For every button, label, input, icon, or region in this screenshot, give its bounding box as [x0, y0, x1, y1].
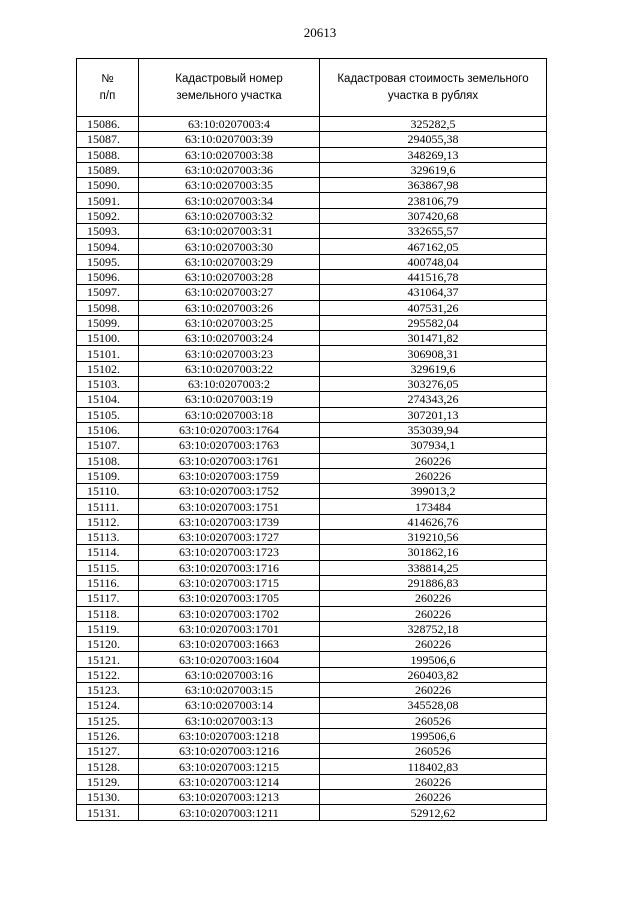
row-number-cell: 15116. — [77, 575, 139, 590]
table-row — [77, 774, 547, 789]
table-row — [77, 117, 547, 132]
cadastral-number-cell: 63:10:0207003:13 — [139, 713, 320, 728]
cadastral-number-cell: 63:10:0207003:28 — [139, 269, 320, 284]
table-row — [77, 269, 547, 284]
row-number-cell: 15120. — [77, 637, 139, 652]
cadastral-number-cell: 63:10:0207003:31 — [139, 224, 320, 239]
cadastral-value-cell: 328752,18 — [320, 621, 547, 636]
table-row — [77, 530, 547, 545]
table-row — [77, 392, 547, 407]
cadastral-value-cell: 301471,82 — [320, 331, 547, 346]
row-number-cell: 15122. — [77, 667, 139, 682]
row-number-cell: 15097. — [77, 285, 139, 300]
cadastral-value-cell: 238106,79 — [320, 193, 547, 208]
cadastral-value-cell: 260226 — [320, 637, 547, 652]
row-number-cell: 15108. — [77, 453, 139, 468]
cadastral-value-cell: 467162,05 — [320, 239, 547, 254]
header-row-number: № п/п — [77, 59, 139, 117]
table-header-row — [77, 59, 547, 117]
row-number-cell: 15091. — [77, 193, 139, 208]
cadastral-value-cell: 306908,31 — [320, 346, 547, 361]
table-header — [77, 59, 547, 117]
table-row — [77, 759, 547, 774]
table-row — [77, 468, 547, 483]
table-row — [77, 208, 547, 223]
table-row — [77, 178, 547, 193]
cadastral-value-cell: 441516,78 — [320, 269, 547, 284]
cadastral-value-cell: 307201,13 — [320, 407, 547, 422]
cadastral-number-cell: 63:10:0207003:1663 — [139, 637, 320, 652]
table-row — [77, 682, 547, 697]
row-number-cell: 15092. — [77, 208, 139, 223]
cadastral-number-cell: 63:10:0207003:24 — [139, 331, 320, 346]
row-number-cell: 15115. — [77, 560, 139, 575]
cadastral-value-cell: 325282,5 — [320, 117, 547, 132]
cadastral-number-cell: 63:10:0207003:36 — [139, 162, 320, 177]
row-number-cell: 15105. — [77, 407, 139, 422]
cadastral-value-cell: 260226 — [320, 468, 547, 483]
table-row — [77, 560, 547, 575]
cadastral-value-cell: 260526 — [320, 713, 547, 728]
row-number-cell: 15121. — [77, 652, 139, 667]
cadastral-number-cell: 63:10:0207003:1705 — [139, 591, 320, 606]
cadastral-value-cell: 260526 — [320, 744, 547, 759]
table-row — [77, 545, 547, 560]
cadastral-number-cell: 63:10:0207003:1213 — [139, 790, 320, 805]
cadastral-value-cell: 274343,26 — [320, 392, 547, 407]
table-row — [77, 407, 547, 422]
cadastral-value-cell: 329619,6 — [320, 361, 547, 376]
cadastral-value-cell: 295582,04 — [320, 315, 547, 330]
table-row — [77, 438, 547, 453]
cadastral-number-cell: 63:10:0207003:1764 — [139, 422, 320, 437]
row-number-cell: 15096. — [77, 269, 139, 284]
table-row — [77, 300, 547, 315]
cadastral-number-cell: 63:10:0207003:1215 — [139, 759, 320, 774]
cadastral-number-cell: 63:10:0207003:19 — [139, 392, 320, 407]
row-number-cell: 15101. — [77, 346, 139, 361]
table-row — [77, 453, 547, 468]
table-row — [77, 499, 547, 514]
row-number-cell: 15127. — [77, 744, 139, 759]
cadastral-number-cell: 63:10:0207003:26 — [139, 300, 320, 315]
cadastral-value-cell: 307934,1 — [320, 438, 547, 453]
cadastral-value-cell: 260226 — [320, 591, 547, 606]
table-row — [77, 790, 547, 805]
cadastral-value-cell: 414626,76 — [320, 514, 547, 529]
row-number-cell: 15087. — [77, 132, 139, 147]
cadastral-value-cell: 260403,82 — [320, 667, 547, 682]
cadastral-number-cell: 63:10:0207003:35 — [139, 178, 320, 193]
cadastral-value-cell: 260226 — [320, 774, 547, 789]
row-number-cell: 15093. — [77, 224, 139, 239]
header-cadastral-number: Кадастровый номер земельного участка — [139, 59, 320, 117]
cadastral-number-cell: 63:10:0207003:2 — [139, 377, 320, 392]
row-number-cell: 15098. — [77, 300, 139, 315]
cadastral-value-cell: 338814,25 — [320, 560, 547, 575]
cadastral-number-cell: 63:10:0207003:1723 — [139, 545, 320, 560]
row-number-cell: 15112. — [77, 514, 139, 529]
cadastral-number-cell: 63:10:0207003:15 — [139, 682, 320, 697]
cadastral-number-cell: 63:10:0207003:1715 — [139, 575, 320, 590]
cadastral-value-cell: 363867,98 — [320, 178, 547, 193]
row-number-cell: 15119. — [77, 621, 139, 636]
cadastral-value-cell: 399013,2 — [320, 484, 547, 499]
row-number-cell: 15109. — [77, 468, 139, 483]
row-number-cell: 15089. — [77, 162, 139, 177]
table-row — [77, 147, 547, 162]
cadastral-number-cell: 63:10:0207003:1716 — [139, 560, 320, 575]
cadastral-number-cell: 63:10:0207003:39 — [139, 132, 320, 147]
table-row — [77, 514, 547, 529]
cadastral-number-cell: 63:10:0207003:1727 — [139, 530, 320, 545]
cadastral-value-cell: 291886,83 — [320, 575, 547, 590]
cadastral-number-cell: 63:10:0207003:18 — [139, 407, 320, 422]
cadastral-value-cell: 260226 — [320, 453, 547, 468]
row-number-cell: 15104. — [77, 392, 139, 407]
row-number-cell: 15090. — [77, 178, 139, 193]
cadastral-value-cell: 173484 — [320, 499, 547, 514]
row-number-cell: 15124. — [77, 698, 139, 713]
row-number-cell: 15126. — [77, 728, 139, 743]
cadastral-value-cell: 118402,83 — [320, 759, 547, 774]
cadastral-value-cell: 353039,94 — [320, 422, 547, 437]
table-row — [77, 652, 547, 667]
cadastral-value-cell: 431064,37 — [320, 285, 547, 300]
table-row — [77, 285, 547, 300]
row-number-cell: 15117. — [77, 591, 139, 606]
cadastral-value-cell: 348269,13 — [320, 147, 547, 162]
cadastral-value-cell: 345528,08 — [320, 698, 547, 713]
table-row — [77, 132, 547, 147]
row-number-cell: 15125. — [77, 713, 139, 728]
cadastral-number-cell: 63:10:0207003:23 — [139, 346, 320, 361]
cadastral-value-cell: 332655,57 — [320, 224, 547, 239]
table-row — [77, 621, 547, 636]
cadastral-number-cell: 63:10:0207003:1739 — [139, 514, 320, 529]
table-row — [77, 698, 547, 713]
cadastral-number-cell: 63:10:0207003:1763 — [139, 438, 320, 453]
table-row — [77, 361, 547, 376]
cadastral-number-cell: 63:10:0207003:1604 — [139, 652, 320, 667]
row-number-cell: 15100. — [77, 331, 139, 346]
cadastral-number-cell: 63:10:0207003:25 — [139, 315, 320, 330]
cadastral-number-cell: 63:10:0207003:29 — [139, 254, 320, 269]
cadastral-number-cell: 63:10:0207003:27 — [139, 285, 320, 300]
cadastral-number-cell: 63:10:0207003:16 — [139, 667, 320, 682]
cadastral-value-cell: 199506,6 — [320, 728, 547, 743]
cadastral-value-cell: 294055,38 — [320, 132, 547, 147]
table-row — [77, 224, 547, 239]
table-body — [77, 117, 547, 821]
table-row — [77, 805, 547, 820]
row-number-cell: 15130. — [77, 790, 139, 805]
table-row — [77, 239, 547, 254]
table-row — [77, 346, 547, 361]
table-row — [77, 744, 547, 759]
cadastral-value-table — [76, 58, 547, 821]
cadastral-value-cell: 329619,6 — [320, 162, 547, 177]
table-row — [77, 637, 547, 652]
table-row — [77, 254, 547, 269]
cadastral-number-cell: 63:10:0207003:1752 — [139, 484, 320, 499]
row-number-cell: 15131. — [77, 805, 139, 820]
cadastral-number-cell: 63:10:0207003:1761 — [139, 453, 320, 468]
row-number-cell: 15110. — [77, 484, 139, 499]
cadastral-value-cell: 52912,62 — [320, 805, 547, 820]
cadastral-value-cell: 303276,05 — [320, 377, 547, 392]
row-number-cell: 15099. — [77, 315, 139, 330]
table-row — [77, 331, 547, 346]
cadastral-value-cell: 260226 — [320, 682, 547, 697]
cadastral-value-cell: 260226 — [320, 790, 547, 805]
page-number: 20613 — [303, 25, 337, 40]
cadastral-value-cell: 260226 — [320, 606, 547, 621]
cadastral-value-cell: 199506,6 — [320, 652, 547, 667]
row-number-cell: 15111. — [77, 499, 139, 514]
cadastral-number-cell: 63:10:0207003:1218 — [139, 728, 320, 743]
table-row — [77, 606, 547, 621]
cadastral-value-cell: 301862,16 — [320, 545, 547, 560]
row-number-cell: 15128. — [77, 759, 139, 774]
cadastral-value-cell: 407531,26 — [320, 300, 547, 315]
cadastral-number-cell: 63:10:0207003:30 — [139, 239, 320, 254]
row-number-cell: 15094. — [77, 239, 139, 254]
row-number-cell: 15088. — [77, 147, 139, 162]
row-number-cell: 15107. — [77, 438, 139, 453]
cadastral-number-cell: 63:10:0207003:38 — [139, 147, 320, 162]
row-number-cell: 15123. — [77, 682, 139, 697]
cadastral-number-cell: 63:10:0207003:1702 — [139, 606, 320, 621]
cadastral-number-cell: 63:10:0207003:22 — [139, 361, 320, 376]
table-row — [77, 713, 547, 728]
table-row — [77, 377, 547, 392]
cadastral-number-cell: 63:10:0207003:14 — [139, 698, 320, 713]
table-row — [77, 667, 547, 682]
cadastral-number-cell: 63:10:0207003:34 — [139, 193, 320, 208]
cadastral-number-cell: 63:10:0207003:1759 — [139, 468, 320, 483]
table-row — [77, 422, 547, 437]
cadastral-number-cell: 63:10:0207003:32 — [139, 208, 320, 223]
row-number-cell: 15118. — [77, 606, 139, 621]
row-number-cell: 15095. — [77, 254, 139, 269]
table-row — [77, 162, 547, 177]
header-cadastral-value: Кадастровая стоимость земельного участка в рублях — [320, 59, 547, 117]
row-number-cell: 15129. — [77, 774, 139, 789]
table-row — [77, 575, 547, 590]
table-row — [77, 315, 547, 330]
cadastral-number-cell: 63:10:0207003:1216 — [139, 744, 320, 759]
cadastral-number-cell: 63:10:0207003:1751 — [139, 499, 320, 514]
row-number-cell: 15102. — [77, 361, 139, 376]
row-number-cell: 15103. — [77, 377, 139, 392]
cadastral-value-cell: 307420,68 — [320, 208, 547, 223]
cadastral-value-cell: 400748,04 — [320, 254, 547, 269]
table-row — [77, 728, 547, 743]
row-number-cell: 15113. — [77, 530, 139, 545]
cadastral-number-cell: 63:10:0207003:1211 — [139, 805, 320, 820]
table-row — [77, 193, 547, 208]
row-number-cell: 15106. — [77, 422, 139, 437]
cadastral-number-cell: 63:10:0207003:4 — [139, 117, 320, 132]
row-number-cell: 15086. — [77, 117, 139, 132]
row-number-cell: 15114. — [77, 545, 139, 560]
cadastral-number-cell: 63:10:0207003:1701 — [139, 621, 320, 636]
cadastral-value-cell: 319210,56 — [320, 530, 547, 545]
table-row — [77, 591, 547, 606]
cadastral-number-cell: 63:10:0207003:1214 — [139, 774, 320, 789]
table-row — [77, 484, 547, 499]
